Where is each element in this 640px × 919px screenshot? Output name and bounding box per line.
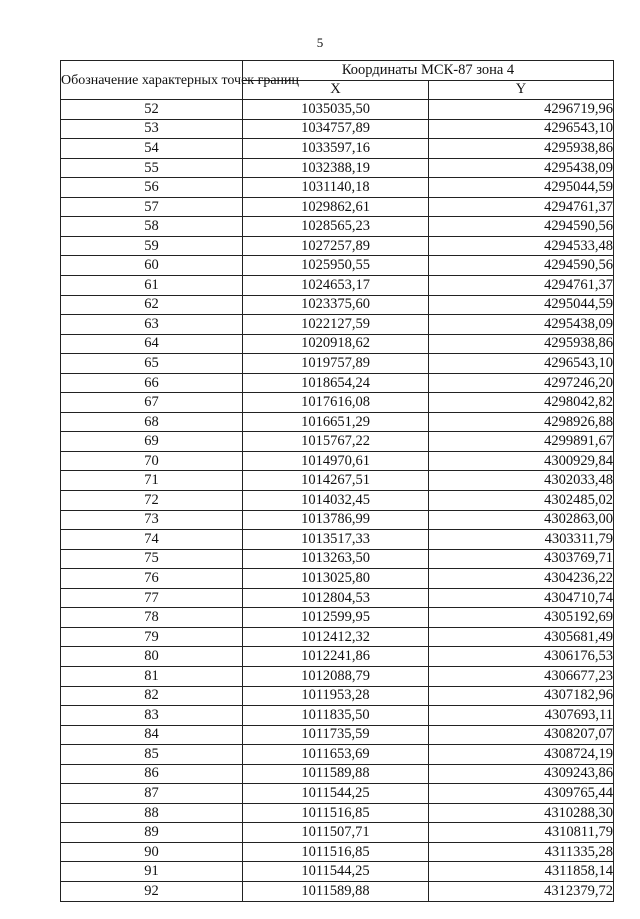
y-coordinate-cell: 4305681,49 [429,627,614,647]
page-number: 5 [316,35,324,50]
x-coordinate-cell: 1011544,25 [243,784,429,804]
coordinate-system-header: Координаты МСК-87 зона 4 [243,61,614,81]
x-coordinate-cell: 1023375,60 [243,295,429,315]
x-coordinate-cell: 1025950,55 [243,256,429,276]
y-coordinate-cell: 4304710,74 [429,588,614,608]
x-coordinate-cell: 1013025,80 [243,569,429,589]
y-coordinate-cell: 4302863,00 [429,510,614,530]
point-cell: 62 [61,295,243,315]
y-coordinate-cell: 4294761,37 [429,276,614,296]
table-row [61,412,614,432]
x-coordinate-cell: 1011653,69 [243,745,429,765]
x-coordinate-cell: 1013786,99 [243,510,429,530]
x-coordinate-cell: 1018654,24 [243,373,429,393]
table-row [61,236,614,256]
table-row [61,784,614,804]
table-row [61,334,614,354]
table-row [61,745,614,765]
table-row [61,706,614,726]
point-cell: 57 [61,197,243,217]
table-row [61,393,614,413]
point-cell: 55 [61,158,243,178]
y-coordinate-cell: 4295938,86 [429,139,614,159]
table-row [61,569,614,589]
table-row [61,686,614,706]
x-coordinate-cell: 1014970,61 [243,451,429,471]
table-row [61,549,614,569]
table-row [61,354,614,374]
point-cell: 76 [61,569,243,589]
y-coordinate-cell: 4304236,22 [429,569,614,589]
y-coordinate-cell: 4302033,48 [429,471,614,491]
table-row [61,588,614,608]
y-coordinate-cell: 4295438,09 [429,315,614,335]
y-coordinate-cell: 4311335,28 [429,842,614,862]
point-cell: 59 [61,236,243,256]
y-coordinate-cell: 4306176,53 [429,647,614,667]
x-coordinate-cell: 1011735,59 [243,725,429,745]
x-coordinate-cell: 1012412,32 [243,627,429,647]
y-coordinate-cell: 4308207,07 [429,725,614,745]
x-coordinate-cell: 1022127,59 [243,315,429,335]
y-coordinate-cell: 4294590,56 [429,217,614,237]
y-coordinate-cell: 4309243,86 [429,764,614,784]
x-coordinate-cell: 1029862,61 [243,197,429,217]
point-cell: 53 [61,119,243,139]
point-cell: 92 [61,881,243,901]
point-cell: 91 [61,862,243,882]
x-column-header: X [243,80,429,100]
x-coordinate-cell: 1033597,16 [243,139,429,159]
y-coordinate-cell: 4308724,19 [429,745,614,765]
y-coordinate-cell: 4296543,10 [429,119,614,139]
point-cell: 52 [61,100,243,120]
y-coordinate-cell: 4311858,14 [429,862,614,882]
table-row [61,764,614,784]
point-cell: 79 [61,627,243,647]
table-row [61,725,614,745]
point-cell: 68 [61,412,243,432]
y-coordinate-cell: 4305192,69 [429,608,614,628]
point-cell: 87 [61,784,243,804]
y-coordinate-cell: 4307182,96 [429,686,614,706]
table-row [61,276,614,296]
x-coordinate-cell: 1027257,89 [243,236,429,256]
point-cell: 77 [61,588,243,608]
x-coordinate-cell: 1035035,50 [243,100,429,120]
x-coordinate-cell: 1014267,51 [243,471,429,491]
point-cell: 54 [61,139,243,159]
table-row [61,315,614,335]
x-coordinate-cell: 1013263,50 [243,549,429,569]
x-coordinate-cell: 1016651,29 [243,412,429,432]
x-coordinate-cell: 1019757,89 [243,354,429,374]
point-cell: 69 [61,432,243,452]
point-designation-header: Обозначение характерных точек границ [61,61,243,100]
point-cell: 58 [61,217,243,237]
table-row [61,373,614,393]
table-row [61,256,614,276]
point-cell: 56 [61,178,243,198]
x-coordinate-cell: 1012088,79 [243,666,429,686]
x-coordinate-cell: 1028565,23 [243,217,429,237]
coordinates-table [60,60,614,902]
table-row [61,100,614,120]
x-coordinate-cell: 1020918,62 [243,334,429,354]
y-coordinate-cell: 4294590,56 [429,256,614,276]
point-cell: 67 [61,393,243,413]
table-row [61,158,614,178]
x-coordinate-cell: 1034757,89 [243,119,429,139]
point-cell: 90 [61,842,243,862]
x-coordinate-cell: 1024653,17 [243,276,429,296]
y-coordinate-cell: 4303769,71 [429,549,614,569]
table-header-row [61,61,614,81]
point-cell: 80 [61,647,243,667]
y-coordinate-cell: 4300929,84 [429,451,614,471]
point-cell: 65 [61,354,243,374]
y-coordinate-cell: 4303311,79 [429,530,614,550]
x-coordinate-cell: 1011835,50 [243,706,429,726]
point-cell: 61 [61,276,243,296]
point-cell: 83 [61,706,243,726]
x-coordinate-cell: 1012241,86 [243,647,429,667]
table-body [61,100,614,901]
y-coordinate-cell: 4307693,11 [429,706,614,726]
table-row [61,823,614,843]
table-row [61,803,614,823]
point-cell: 82 [61,686,243,706]
y-coordinate-cell: 4294533,48 [429,236,614,256]
point-cell: 70 [61,451,243,471]
y-coordinate-cell: 4298042,82 [429,393,614,413]
point-cell: 64 [61,334,243,354]
y-coordinate-cell: 4309765,44 [429,784,614,804]
y-coordinate-cell: 4295044,59 [429,178,614,198]
point-cell: 66 [61,373,243,393]
point-cell: 81 [61,666,243,686]
point-cell: 74 [61,530,243,550]
point-cell: 60 [61,256,243,276]
y-coordinate-cell: 4312379,72 [429,881,614,901]
x-coordinate-cell: 1031140,18 [243,178,429,198]
point-cell: 85 [61,745,243,765]
y-coordinate-cell: 4297246,20 [429,373,614,393]
table-row [61,471,614,491]
table-row [61,608,614,628]
point-cell: 71 [61,471,243,491]
table-row [61,510,614,530]
table-row [61,217,614,237]
x-coordinate-cell: 1011589,88 [243,881,429,901]
point-cell: 75 [61,549,243,569]
y-coordinate-cell: 4295044,59 [429,295,614,315]
table-row [61,530,614,550]
point-cell: 88 [61,803,243,823]
table-row [61,178,614,198]
x-coordinate-cell: 1011507,71 [243,823,429,843]
y-coordinate-cell: 4295938,86 [429,334,614,354]
y-coordinate-cell: 4296719,96 [429,100,614,120]
x-coordinate-cell: 1015767,22 [243,432,429,452]
table-row [61,139,614,159]
y-coordinate-cell: 4302485,02 [429,491,614,511]
point-cell: 86 [61,764,243,784]
table-row [61,432,614,452]
x-coordinate-cell: 1032388,19 [243,158,429,178]
x-coordinate-cell: 1011516,85 [243,803,429,823]
point-cell: 73 [61,510,243,530]
y-column-header: Y [429,80,614,100]
x-coordinate-cell: 1017616,08 [243,393,429,413]
table-row [61,627,614,647]
x-coordinate-cell: 1013517,33 [243,530,429,550]
y-coordinate-cell: 4299891,67 [429,432,614,452]
table-row [61,862,614,882]
x-coordinate-cell: 1011544,25 [243,862,429,882]
x-coordinate-cell: 1011953,28 [243,686,429,706]
y-coordinate-cell: 4310811,79 [429,823,614,843]
y-coordinate-cell: 4295438,09 [429,158,614,178]
table-row [61,451,614,471]
x-coordinate-cell: 1012804,53 [243,588,429,608]
point-cell: 63 [61,315,243,335]
point-cell: 78 [61,608,243,628]
point-cell: 72 [61,491,243,511]
x-coordinate-cell: 1012599,95 [243,608,429,628]
table-row [61,119,614,139]
y-coordinate-cell: 4298926,88 [429,412,614,432]
table-row [61,197,614,217]
point-cell: 89 [61,823,243,843]
y-coordinate-cell: 4294761,37 [429,197,614,217]
x-coordinate-cell: 1014032,45 [243,491,429,511]
table-row [61,666,614,686]
table-row [61,842,614,862]
y-coordinate-cell: 4310288,30 [429,803,614,823]
y-coordinate-cell: 4306677,23 [429,666,614,686]
y-coordinate-cell: 4296543,10 [429,354,614,374]
x-coordinate-cell: 1011589,88 [243,764,429,784]
x-coordinate-cell: 1011516,85 [243,842,429,862]
table-row [61,647,614,667]
table-row [61,491,614,511]
point-cell: 84 [61,725,243,745]
table-row [61,295,614,315]
table-row [61,881,614,901]
